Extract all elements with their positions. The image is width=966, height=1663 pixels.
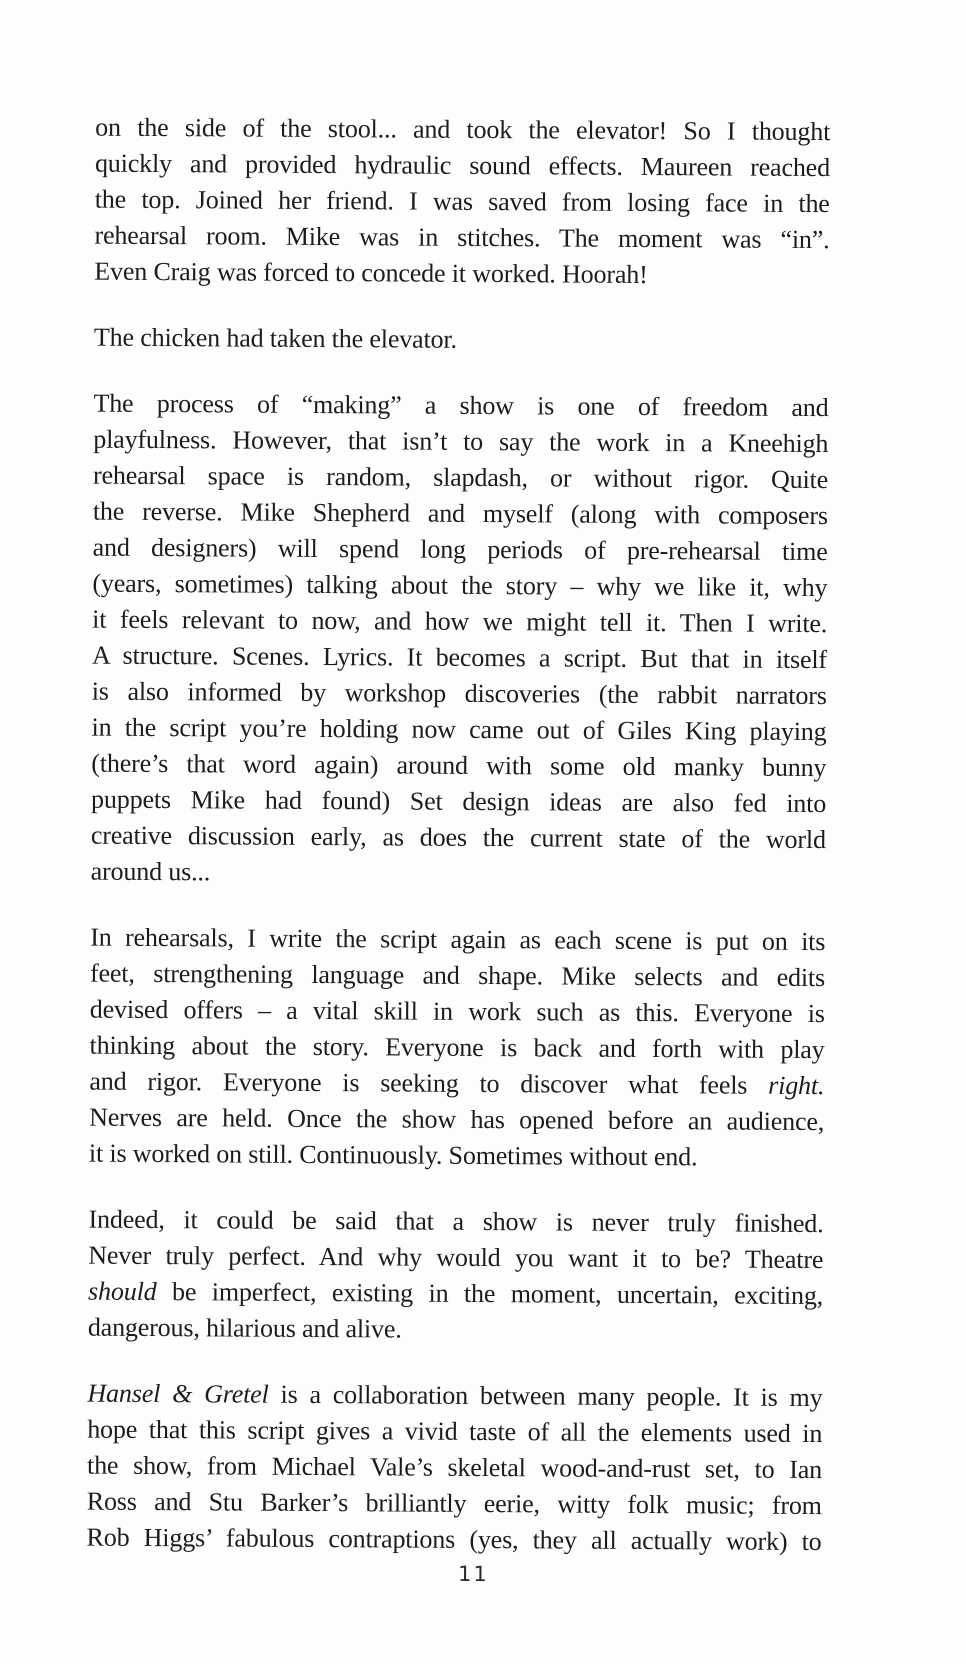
text-line: creative discussion early, as does the current state of the world — [90, 820, 826, 855]
text-line: thinking about the story. Everyone is back and forth with play — [89, 1030, 825, 1065]
text-line: (there’s that word again) around with some old manky bunny — [91, 748, 827, 783]
text-line: on the side of the stool... and took the elevator! So I thought — [95, 112, 831, 147]
text-line: The process of “making” a show is one of freedom and — [93, 388, 829, 423]
text-line: is also informed by workshop discoveries (the rabbit narrators — [91, 676, 827, 711]
text-line: Indeed, it could be said that a show is never truly finished. — [88, 1204, 824, 1239]
text-line: Even Craig was forced to concede it worked. Hoorah! — [94, 256, 648, 290]
text-line: devised offers – a vital skill in work such as this. Everyone is — [89, 994, 825, 1029]
text-line: In rehearsals, I write the script again as each scene is put on its — [90, 922, 826, 957]
text-line: (years, sometimes) talking about the story – why we like it, why — [92, 568, 828, 603]
text-line: playfulness. However, that isn’t to say the work in a Kneehigh — [93, 424, 829, 459]
text-line: the show, from Michael Vale’s skeletal wood-and-rust set, to Ian — [86, 1450, 823, 1485]
text-line: it is worked on still. Continuously. Sometimes without end. — [88, 1138, 698, 1172]
text-line: rehearsal space is random, slapdash, or without rigor. Quite — [93, 460, 829, 495]
paragraph-2 — [94, 320, 829, 360]
text-line: rehearsal room. Mike was in stitches. The moment was “in”. — [94, 220, 830, 255]
text-line: Nerves are held. Once the show has opened before an audience, — [89, 1102, 825, 1137]
text-line: Ross and Stu Barker’s brilliantly eerie, witty folk music; from — [86, 1486, 822, 1521]
text-line: A structure. Scenes. Lyrics. It becomes a script. But that in itself — [91, 640, 828, 675]
text-line: feet, strengthening language and shape. Mike selects and edits — [89, 958, 826, 993]
text-line: Hansel & Gretel is a collaboration between many people. It is my — [87, 1378, 823, 1413]
text-line: the top. Joined her friend. I was saved from losing face in the — [94, 184, 830, 219]
text-line: hope that this script gives a vivid taste of all the elements used in — [87, 1414, 823, 1449]
text-line: around us... — [90, 856, 211, 887]
text-line: and designers) will spend long periods of pre-rehearsal time — [92, 532, 828, 567]
text-line: it feels relevant to now, and how we might tell it. Then I write. — [92, 604, 828, 639]
text-line: the reverse. Mike Shepherd and myself (along with composers — [92, 496, 828, 531]
text-line: The chicken had taken the elevator. — [93, 322, 457, 354]
text-line: Never truly perfect. And why would you want it to be? Theatre — [88, 1240, 824, 1275]
text-line: puppets Mike had found) Set design ideas are also fed into — [91, 784, 827, 819]
text-line: should be imperfect, existing in the moment, uncertain, exciting, — [88, 1276, 824, 1311]
paragraph-5 — [88, 1202, 824, 1350]
page-number: 11 — [457, 1561, 489, 1587]
text-line: and rigor. Everyone is seeking to discover what feels right. — [89, 1066, 825, 1101]
paragraph-1 — [94, 110, 830, 294]
paragraph-3 — [91, 386, 829, 894]
body-text — [86, 110, 830, 1590]
text-line: in the script you’re holding now came out of Giles King playing — [91, 712, 827, 747]
text-line: dangerous, hilarious and alive. — [87, 1312, 402, 1344]
text-line: quickly and provided hydraulic sound effects. Maureen reached — [94, 148, 831, 183]
paragraph-6 — [86, 1376, 822, 1560]
text-line: Rob Higgs’ fabulous contraptions (yes, they all actually work) to — [86, 1522, 822, 1557]
paragraph-4 — [89, 920, 826, 1176]
